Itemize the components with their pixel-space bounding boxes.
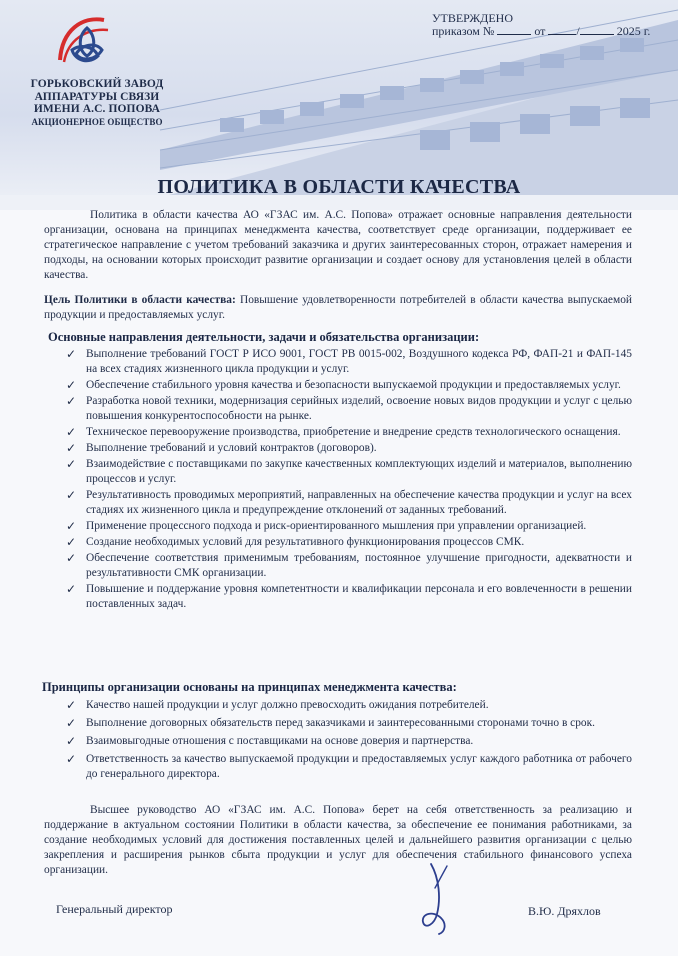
- checkmark-icon: ✓: [66, 716, 77, 730]
- checkmark-icon: ✓: [66, 698, 77, 712]
- company-line: ИМЕНИ А.С. ПОПОВА: [33, 103, 161, 115]
- company-line: АКЦИОНЕРНОЕ ОБЩЕСТВО: [31, 116, 163, 127]
- closing-paragraph: Высшее руководство АО «ГЗАС им. А.С. Попова» берет на себя ответственность за реализацию и поддержание в актуальном состоянии Политики в области качества, за обеспечение ее понимания работниками, за создание необходимых условий для достижения поставленных целей и дальнейшего развития организации с целью закрепления и расширения рынков сбыта продукции и услуг для обеспечения стабильного финансового успеха организации.: [44, 804, 632, 876]
- list-item: ✓ Взаимовыгодные отношения с поставщиками на основе доверия и партнерства.: [66, 734, 474, 748]
- checkmark-icon: ✓: [66, 752, 77, 766]
- checkmark-icon: ✓: [66, 535, 77, 549]
- principles-heading: Принципы организации основаны на принципах менеджмента качества:: [42, 680, 457, 694]
- goal-paragraph: [44, 293, 632, 323]
- principles-list: [66, 698, 632, 782]
- approval-block: [432, 12, 650, 38]
- checkmark-icon: ✓: [66, 488, 77, 502]
- list-item: ✓ Разработка новой техники, модернизация серийных изделий, освоение новых видов продукции и услуг с целью повышения конкурентоспособности на рынке.: [66, 394, 632, 422]
- directions-heading: Основные направления деятельности, задачи и обязательства организации:: [48, 330, 480, 344]
- checkmark-icon: ✓: [66, 519, 77, 533]
- checkmark-icon: ✓: [66, 457, 77, 471]
- directions-list: [66, 347, 632, 612]
- checkmark-icon: ✓: [66, 378, 77, 392]
- page-title: ПОЛИТИКА В ОБЛАСТИ КАЧЕСТВА: [157, 176, 521, 198]
- signatory-position: Генеральный директор: [56, 902, 173, 916]
- order-label: приказом №: [432, 24, 495, 38]
- list-item: ✓ Качество нашей продукции и услуг должно превосходить ожидания потребителей.: [66, 698, 489, 712]
- order-day-blank: [548, 34, 576, 35]
- order-year: 2025 г.: [616, 24, 651, 38]
- goal-label: Цель Политики в области качества:: [44, 294, 236, 306]
- list-item: ✓ Взаимодействие с поставщиками по закупке качественных комплектующих изделий и материалов, выполнению процессов и услуг.: [66, 457, 632, 485]
- approved-label: УТВЕРЖДЕНО: [432, 11, 514, 25]
- order-month-blank: [580, 34, 614, 35]
- checkmark-icon: ✓: [66, 347, 77, 361]
- checkmark-icon: ✓: [66, 551, 77, 565]
- list-item: ✓ Результативность проводимых мероприятий, направленных на обеспечение качества продукции и услуг на всех стадиях их жизненного цикла и предупреждение отклонений от заданных требований.: [66, 488, 632, 516]
- list-item: ✓ Повышение и поддержание уровня компетентности и квалификации персонала и его вовлеченности в решении поставленных задач.: [66, 582, 632, 610]
- goal-text: Повышение удовлетворенности потребителей в области качества выпускаемой продукции и предоставляемых услуг.: [44, 294, 632, 321]
- checkmark-icon: ✓: [66, 582, 77, 596]
- list-item: ✓ Создание необходимых условий для результативного функционирования процессов СМК.: [66, 535, 525, 549]
- checkmark-icon: ✓: [66, 425, 77, 439]
- list-item: ✓ Обеспечение соответствия применимым требованиям, постоянное улучшение пригодности, адекватности и результативности СМК организации.: [66, 551, 632, 579]
- order-from-label: от: [534, 24, 546, 38]
- checkmark-icon: ✓: [66, 734, 77, 748]
- order-number-blank: [497, 34, 531, 35]
- checkmark-icon: ✓: [66, 441, 77, 455]
- company-name: [22, 78, 172, 128]
- list-item: ✓ Выполнение договорных обязательств перед заказчиками и заинтересованными сторонами точно в срок.: [66, 716, 596, 730]
- checkmark-icon: ✓: [66, 394, 77, 408]
- list-item: ✓ Техническое перевооружение производства, приобретение и внедрение средств технологического оснащения.: [66, 425, 621, 439]
- signatory-name: В.Ю. Дряхлов: [528, 904, 601, 918]
- list-item: ✓ Применение процессного подхода и риск-ориентированного мышления при управлении организацией.: [66, 519, 587, 533]
- list-item: ✓ Обеспечение стабильного уровня качества и безопасности выпускаемой продукции и предоставляемых услуг.: [66, 378, 621, 392]
- intro-paragraph: Политика в области качества АО «ГЗАС им. А.С. Попова» отражает основные направления деятельности организации, основана на принципах менеджмента качества, соответствует среде организации, поддерживает ее стратегическое направление с учетом требований заказчика и других заинтересованных сторон, отражает намерения и подходы, на основании которых происходит развитие организации и создает основу для установления целей в области качества.: [44, 209, 632, 281]
- order-line: приказом № от / 2025 г.: [432, 24, 651, 38]
- list-item: ✓ Выполнение требований ГОСТ Р ИСО 9001, ГОСТ РВ 0015-002, Воздушного кодекса РФ, ФАП-21 и ФАП-145 на всех стадиях жизненного цикла продукции и услуг.: [66, 347, 632, 375]
- company-logo: [52, 10, 122, 70]
- company-line: ГОРЬКОВСКИЙ ЗАВОД: [30, 78, 164, 90]
- handwritten-signature: [395, 858, 475, 938]
- list-item: ✓ Выполнение требований и условий контрактов (договоров).: [66, 441, 377, 455]
- company-line: АППАРАТУРЫ СВЯЗИ: [34, 90, 160, 103]
- list-item: ✓ Ответственность за качество выпускаемой продукции и предоставляемых услуг каждого работника от рабочего до генерального директора.: [66, 752, 632, 780]
